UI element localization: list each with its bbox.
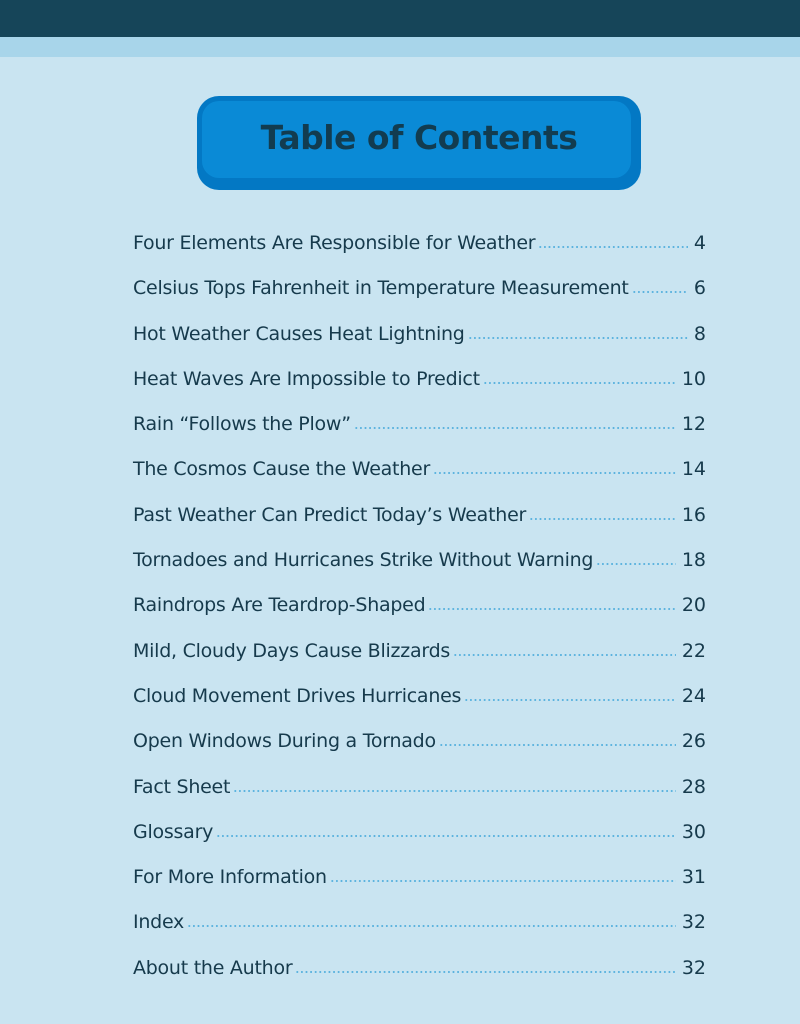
top-header-band	[0, 0, 800, 37]
toc-entry-title: Cloud Movement Drives Hurricanes	[133, 684, 462, 707]
toc-entry-page-number: 6	[693, 277, 706, 300]
dot-leader	[538, 246, 688, 248]
toc-entry-title: Index	[133, 911, 185, 934]
toc-entry[interactable]	[133, 858, 706, 903]
toc-entry-page-number: 26	[681, 730, 706, 753]
toc-entry[interactable]	[133, 949, 706, 994]
toc-entry-page-number: 32	[681, 911, 706, 934]
toc-entry[interactable]	[133, 405, 706, 450]
dot-leader	[632, 291, 688, 293]
dot-leader	[187, 925, 676, 927]
toc-entry[interactable]	[133, 586, 706, 631]
title-banner	[197, 96, 641, 190]
toc-entry-page-number: 16	[681, 503, 706, 526]
dot-leader	[428, 608, 675, 610]
dot-leader	[433, 472, 676, 474]
toc-entry-page-number: 18	[681, 549, 706, 572]
toc-entry-title: Heat Waves Are Impossible to Predict	[133, 367, 480, 390]
toc-entry-page-number: 24	[681, 684, 706, 707]
toc-entry-page-number: 32	[681, 956, 706, 979]
toc-entry-page-number: 31	[681, 866, 706, 889]
toc-entry-title: About the Author	[133, 956, 293, 979]
toc-entry-page-number: 30	[681, 820, 706, 843]
toc-entry-page-number: 10	[681, 367, 706, 390]
toc-entry-title: Tornadoes and Hurricanes Strike Without Warning	[133, 549, 594, 572]
toc-entry-title: Celsius Tops Fahrenheit in Temperature Measurement	[133, 277, 629, 300]
dot-leader	[453, 654, 676, 656]
toc-entry[interactable]	[133, 496, 706, 541]
toc-entry[interactable]	[133, 632, 706, 677]
table-of-contents-list	[133, 224, 706, 994]
dot-leader	[233, 790, 676, 792]
header-accent-stripe	[0, 37, 800, 57]
toc-entry-title: Four Elements Are Responsible for Weather	[133, 232, 536, 254]
toc-entry[interactable]	[133, 768, 706, 813]
toc-entry[interactable]	[133, 450, 706, 495]
toc-entry-page-number: 22	[681, 639, 706, 662]
toc-entry[interactable]	[133, 541, 706, 586]
dot-leader	[354, 427, 676, 429]
toc-entry-title: Open Windows During a Tornado	[133, 730, 436, 753]
dot-leader	[529, 518, 676, 520]
dot-leader	[483, 382, 676, 384]
toc-entry-title: Hot Weather Causes Heat Lightning	[133, 322, 465, 345]
toc-entry-title: For More Information	[133, 866, 327, 889]
toc-entry-title: Raindrops Are Teardrop-Shaped	[133, 594, 426, 617]
dot-leader	[295, 971, 675, 973]
toc-entry[interactable]	[133, 315, 706, 360]
toc-entry[interactable]	[133, 677, 706, 722]
toc-entry[interactable]	[133, 224, 706, 269]
toc-entry[interactable]	[133, 360, 706, 405]
toc-entry-title: Rain “Follows the Plow”	[133, 413, 351, 436]
toc-entry-page-number: 28	[681, 775, 706, 798]
dot-leader	[330, 880, 676, 882]
dot-leader	[439, 744, 676, 746]
toc-entry-page-number: 4	[693, 232, 706, 254]
toc-entry[interactable]	[133, 269, 706, 314]
toc-entry[interactable]	[133, 903, 706, 948]
toc-entry-title: Glossary	[133, 820, 214, 843]
toc-entry-title: Mild, Cloudy Days Cause Blizzards	[133, 639, 451, 662]
toc-entry-page-number: 12	[681, 413, 706, 436]
toc-entry-page-number: 20	[681, 594, 706, 617]
dot-leader	[468, 337, 688, 339]
page-title: Table of Contents	[260, 118, 578, 157]
toc-entry-title: Past Weather Can Predict Today’s Weather	[133, 503, 527, 526]
toc-entry[interactable]	[133, 722, 706, 767]
toc-entry-title: Fact Sheet	[133, 775, 231, 798]
dot-leader	[596, 563, 676, 565]
dot-leader	[464, 699, 676, 701]
toc-entry-title: The Cosmos Cause the Weather	[133, 458, 431, 481]
toc-entry-page-number: 8	[693, 322, 706, 345]
dot-leader	[216, 835, 676, 837]
toc-entry[interactable]	[133, 813, 706, 858]
toc-entry-page-number: 14	[681, 458, 706, 481]
